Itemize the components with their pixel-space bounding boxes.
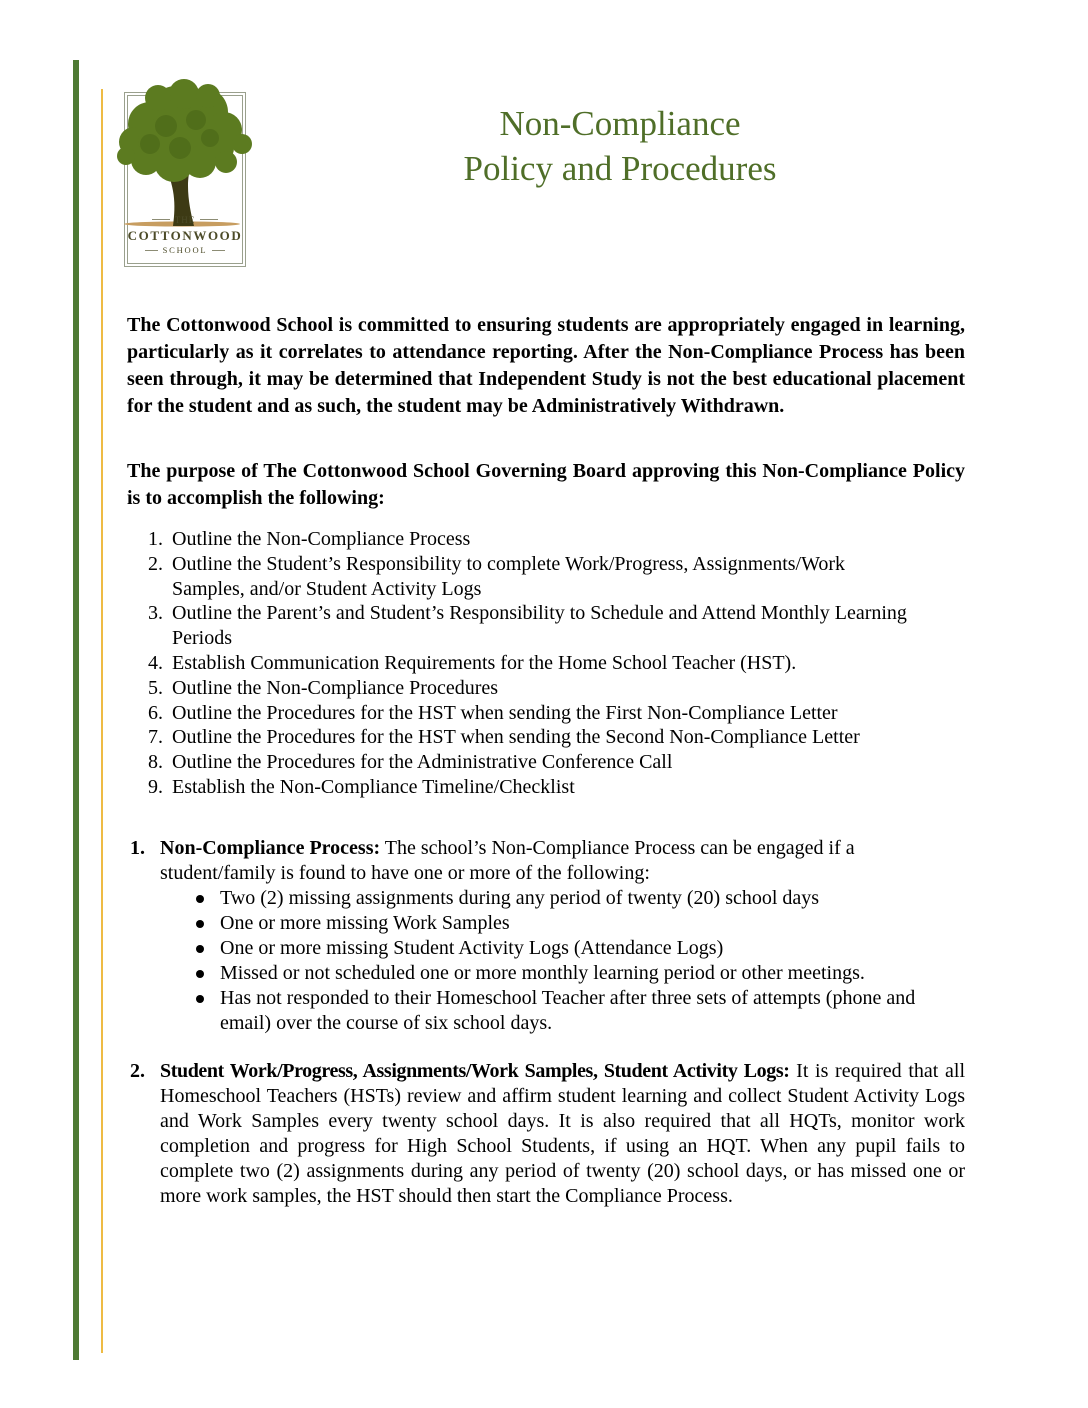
purpose-list-item — [127, 750, 917, 775]
title-line-1: Non-Compliance — [499, 104, 741, 143]
bullet-text: Missed or not scheduled one or more monthly learning period or other meetings. — [220, 962, 865, 984]
list-text: Outline the Procedures for the HST when sending the Second Non-Compliance Letter — [172, 726, 860, 749]
list-number: 7. — [148, 726, 163, 749]
decorative-dash — [200, 219, 218, 220]
tree-icon — [114, 74, 256, 232]
list-text: Outline the Procedures for the HST when sending the First Non-Compliance Letter — [172, 701, 838, 724]
section-student-work — [127, 1059, 965, 1209]
section-number: 1. — [130, 837, 145, 859]
logo-name-label: COTTONWOOD — [127, 228, 243, 243]
list-text: Outline the Non-Compliance Procedures — [172, 676, 499, 699]
purpose-list — [127, 527, 917, 800]
list-number: 3. — [148, 602, 163, 625]
bullet-icon — [196, 920, 204, 928]
list-text: Establish Communication Requirements for the Home School Teacher (HST). — [172, 651, 797, 674]
bullet-text: Two (2) missing assignments during any period of twenty (20) school days — [220, 887, 820, 909]
logo-the-label — [124, 216, 246, 225]
purpose-list-item — [127, 725, 917, 750]
section-number: 2. — [130, 1060, 145, 1082]
list-number: 1. — [148, 528, 163, 550]
decorative-dash — [212, 250, 225, 251]
list-text: Outline the Procedures for the Administrative Conference Call — [172, 751, 673, 774]
purpose-list-item — [127, 552, 917, 602]
purpose-list-item — [127, 775, 917, 800]
bullet-icon — [196, 995, 204, 1003]
purpose-list-item — [127, 701, 917, 726]
list-text: Outline the Non-Compliance Process — [172, 528, 471, 550]
bullet-icon — [196, 945, 204, 953]
section-bullet-list — [160, 886, 965, 1036]
bullet-item — [160, 936, 965, 961]
section-text: It is required that all Homeschool Teachers (HSTs) review and affirm student learning and collect Student Activity Logs and Work Samples every twenty school days. It is also required that all HQTs, monitor work completion and progress for High School Students, if using an HQT. When any pupil fails to complete two (2) assignments during any period of twenty (20) school days, or has missed one or more work samples, the HST should then start the Compliance Process. — [160, 1060, 966, 1207]
section-non-compliance-process — [127, 836, 965, 1036]
section-heading: Student Work/Progress, Assignments/Work Samples, Student Activity Logs: — [160, 1060, 790, 1082]
bullet-item — [160, 911, 965, 936]
purpose-list-item — [127, 601, 917, 651]
logo-the-text: THE — [174, 215, 196, 225]
logo-school-label — [124, 246, 246, 255]
purpose-list-item — [127, 651, 917, 676]
purpose-list-item — [127, 527, 917, 552]
bullet-icon — [196, 895, 204, 903]
title-line-2: Policy and Procedures — [463, 149, 777, 188]
left-green-rule — [73, 60, 79, 1360]
intro-paragraph: The Cottonwood School is committed to ensuring students are appropriately engaged in learning, particularly as it correlates to attendance reporting. After the Non-Compliance Process has been seen through, it may be determined that Independent Study is not the best educational placement for the student and as such, the student may be Administratively Withdrawn. — [127, 314, 965, 417]
bullet-text: One or more missing Work Samples — [220, 912, 510, 934]
purpose-paragraph: The purpose of The Cottonwood School Governing Board approving this Non-Compliance Policy is to accomplish the following: — [127, 460, 965, 509]
section-text: The school’s Non-Compliance Process can be engaged if a student/family is found to have one or more of the following: — [160, 837, 855, 884]
section-body — [160, 836, 965, 1036]
school-logo — [110, 70, 260, 275]
bullet-icon — [196, 970, 204, 978]
page-title — [330, 101, 910, 191]
bullet-item — [160, 961, 965, 986]
decorative-dash — [145, 250, 158, 251]
list-number: 6. — [148, 701, 163, 724]
list-text: Outline the Student’s Responsibility to complete Work/Progress, Assignments/Work Samples, and/or Student Activity Logs — [172, 552, 846, 600]
logo-text — [124, 216, 246, 255]
logo-school-text: SCHOOL — [162, 245, 208, 255]
decorative-dash — [152, 219, 170, 220]
bullet-item — [160, 886, 965, 911]
bullet-item — [160, 986, 965, 1036]
bullet-text: Has not responded to their Homeschool Teacher after three sets of attempts (phone and email) over the course of six school days. — [220, 987, 916, 1034]
list-number: 2. — [148, 552, 163, 575]
left-gold-rule — [101, 89, 103, 1353]
purpose-list-item — [127, 676, 917, 701]
list-number: 9. — [148, 775, 163, 798]
section-heading: Non-Compliance Process: — [160, 837, 381, 859]
list-text: Outline the Parent’s and Student’s Responsibility to Schedule and Attend Monthly Learning Periods — [172, 602, 907, 650]
list-text: Establish the Non-Compliance Timeline/Checklist — [172, 775, 575, 798]
list-number: 5. — [148, 676, 163, 699]
list-number: 4. — [148, 651, 163, 674]
bullet-text: One or more missing Student Activity Logs (Attendance Logs) — [220, 937, 724, 959]
tree-canopy — [117, 79, 252, 182]
list-number: 8. — [148, 751, 163, 774]
section-body — [160, 1059, 965, 1209]
